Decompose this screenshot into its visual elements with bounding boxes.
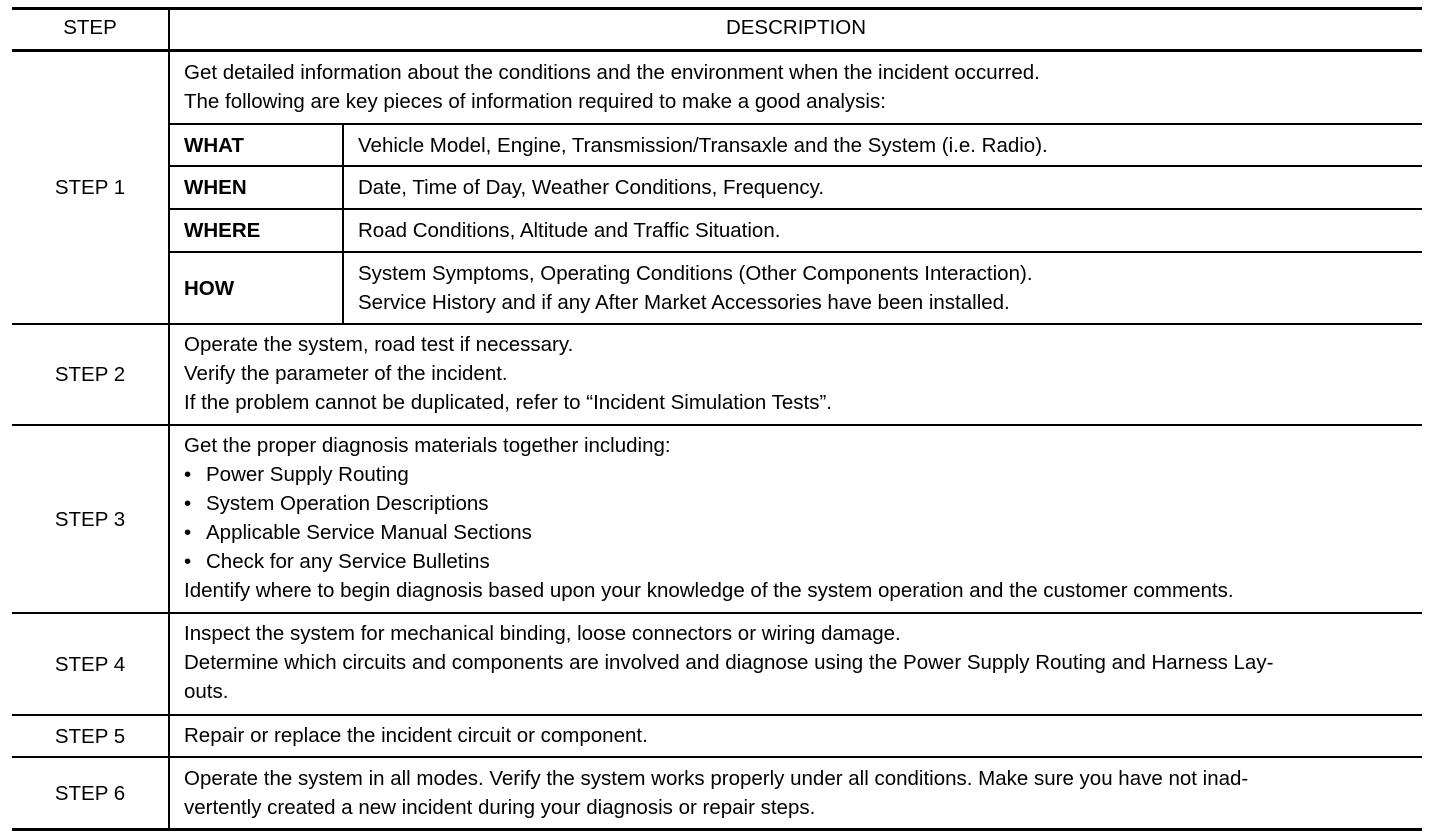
step-5-label: STEP 5 — [54, 724, 126, 748]
bullet-text: Power Supply Routing — [206, 463, 409, 486]
value-line: Vehicle Model, Engine, Transmission/Transaxle and the System (i.e. Radio). — [358, 133, 1048, 157]
key-where: WHERE — [184, 219, 261, 242]
value-line: Road Conditions, Altitude and Traffic Situation. — [358, 219, 781, 242]
row-divider-4 — [12, 714, 1422, 716]
bullet-dot-icon: • — [184, 550, 192, 573]
step-3-label: STEP 3 — [54, 507, 126, 531]
description-line: Determine which circuits and components are involved and diagnose using the Power Supply Routing and Harness Lay- — [184, 651, 1274, 674]
row-divider-1 — [12, 323, 1422, 325]
description-line: Verify the parameter of the incident. — [184, 362, 508, 385]
description-line: vertently created a new incident during your diagnosis or repair steps. — [184, 796, 816, 819]
value-what — [358, 125, 1418, 165]
bullet-dot-icon: • — [184, 521, 192, 544]
diagnosis-steps-table — [12, 0, 1422, 838]
value-line: Date, Time of Day, Weather Conditions, Frequency. — [358, 176, 825, 199]
description-line: Operate the system in all modes. Verify the system works properly under all conditions. Make sure you have not inad- — [184, 767, 1249, 790]
step-1-intro — [184, 58, 1416, 116]
inner-column-divider — [342, 124, 344, 324]
bullet-dot-icon: • — [184, 463, 192, 486]
description-line: Operate the system, road test if necessary. — [184, 333, 574, 356]
row-divider-2 — [12, 424, 1422, 426]
value-where — [358, 210, 1418, 251]
description-line: Repair or replace the incident circuit or component. — [184, 724, 648, 747]
row-divider-5 — [12, 756, 1422, 758]
description-line: outs. — [184, 680, 229, 703]
value-line: System Symptoms, Operating Conditions (Other Components Interaction). — [358, 262, 1033, 285]
step-2-description — [184, 330, 1416, 417]
step-4-description — [184, 619, 1416, 706]
step-1-intro-line: The following are key pieces of information required to make a good analysis: — [184, 90, 886, 113]
bullet-item — [184, 518, 1416, 547]
bullet-item — [184, 547, 1416, 576]
description-line: If the problem cannot be duplicated, refer to “Incident Simulation Tests”. — [184, 391, 833, 414]
key-how: HOW — [184, 276, 235, 300]
value-when — [358, 167, 1418, 208]
key-what: WHAT — [184, 133, 244, 157]
bullet-dot-icon: • — [184, 492, 192, 515]
header-description: DESCRIPTION — [725, 16, 867, 39]
bullet-text: Check for any Service Bulletins — [206, 550, 490, 573]
step-2-label: STEP 2 — [54, 363, 126, 386]
bullet-item — [184, 489, 1416, 518]
description-line: Get the proper diagnosis materials together including: — [184, 434, 671, 457]
step-6-description — [184, 764, 1416, 822]
step-1-label: STEP 1 — [54, 176, 126, 199]
description-line: Inspect the system for mechanical binding, loose connectors or wiring damage. — [184, 622, 901, 645]
bullet-text: Applicable Service Manual Sections — [206, 521, 532, 544]
value-how — [358, 253, 1418, 323]
header-step: STEP — [63, 16, 117, 39]
table-bottom-rule — [12, 828, 1422, 831]
description-line: Identify where to begin diagnosis based upon your knowledge of the system operation and the customer comments. — [184, 579, 1234, 602]
step-3-description — [184, 431, 1416, 605]
column-divider — [168, 9, 170, 829]
step-1-intro-line: Get detailed information about the conditions and the environment when the incident occurred. — [184, 61, 1040, 84]
step-4-label: STEP 4 — [54, 652, 126, 676]
value-line: Service History and if any After Market Accessories have been installed. — [358, 291, 1010, 314]
bullet-text: System Operation Descriptions — [206, 492, 489, 515]
step-5-description — [184, 721, 1416, 750]
bullet-item — [184, 460, 1416, 489]
key-when: WHEN — [184, 176, 247, 199]
step-6-label: STEP 6 — [54, 781, 126, 805]
row-divider-3 — [12, 612, 1422, 614]
